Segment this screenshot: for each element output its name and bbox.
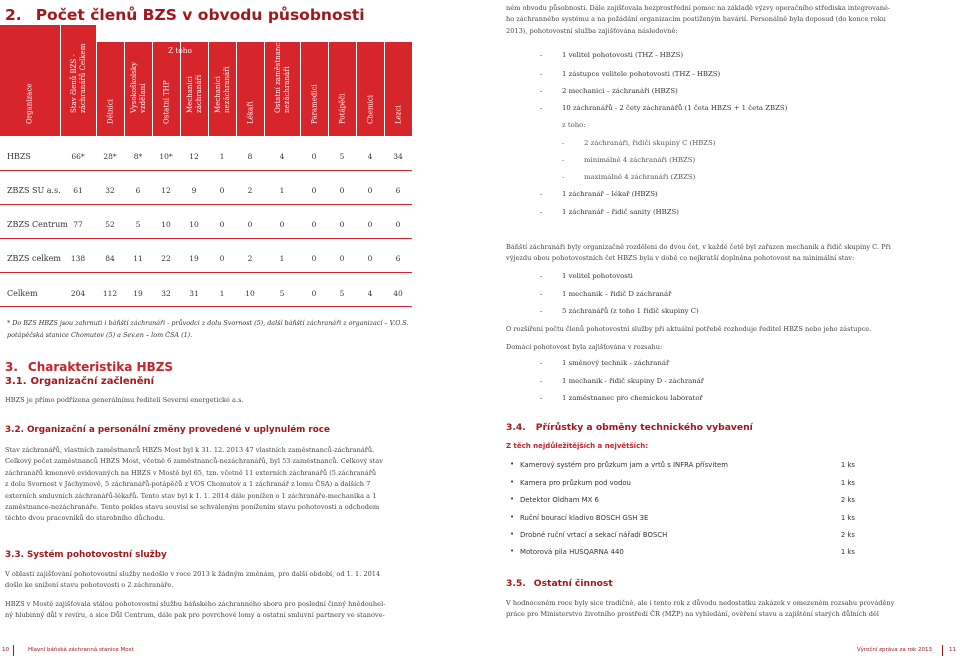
list-item: - 2 mechanici – záchranáři (HBZS) — [540, 87, 678, 95]
page-number-right: 11 — [949, 647, 956, 653]
list-subitem: - maximálně 4 záchranáři (ZBZS) — [562, 173, 696, 181]
list-item: - 1 záchranář – lékař (HBZS) — [540, 190, 658, 198]
list-item: - 5 záchranářů (z toho 1 řidič skupiny C) — [540, 307, 699, 315]
col-header-chemici: Chemici — [356, 42, 384, 136]
section34-heading: 3.4. Přírůstky a obměny technického vybavení — [506, 422, 753, 433]
heading-number: 2. — [5, 6, 22, 24]
list-subitem: - 2 záchranáři, řidiči skupiny C (HBZS) — [562, 139, 716, 147]
paragraph-rozsireni: O rozšíření počtu členů pohotovostní služby při aktuální potřebě rozhoduje ředitel HBZS nebo jeho zástupce. — [506, 325, 872, 333]
right-column: ném obvodu působnosti. Dále zajišťovala bezprostřední pomoc na základě výzvy operačního střediska integrované- ho záchranného systému a na požádání organizacím postiženým havárií. Personálně byla doposud (do konce roku 2013), pohotovostní služba zajišťována následovně: - 1 velitel pohotovosti (THZ - HBZS) - 1 zástupce velitele pohotovosti (THZ - HBZS) - 2 mechanici – záchranáři (HBZS) - 10 záchranářů - 2 čety záchranářů (1 četa HBZS + 1 četa ZBZS) z toho: - 2 záchranáři, řidiči skupiny C (HBZS) - minimálně 4 záchranáři (HBZS) - maximálně 4 záchranáři (ZBZS) - 1 záchranář – lékař (HBZS) - 1 záchranář – řidič sanity (HBZS) Báňští záchranáři byly organizačně rozděleni do dvou čet, v každé četě byl zařazen mechanik a řidič skupiny C. Při výjezdu obou pohotovostních čet HBZS byla v době co nejkratší doplněna pohotovost na minimální stav: - 1 velitel pohotovosti - 1 mechanik – řidič D záchranář - 5 záchranářů (z toho 1 řidič skupiny C) O rozšíření počtu členů pohotovostní služby při aktuální potřebě rozhoduje ředitel HBZS nebo jeho zástupce. Domácí pohotovost byla zajišťována v rozsahu: - 1 směnový technik - záchranář - 1 mechanik - řidič skupiny D - záchranář - 1 zaměstnanec pro chemickou laboratoř 3.4. Přírůstky a obměny technického vybavení Z těch nejdůležitějších a největších: • Kamerový systém pro průzkum jam a vrtů s INFRA přísvitem 1 ks • Kamera pro průzkum pod vodou 1 ks • Detektor Oldham MX 6 2 ks • Ruční bourací kladivo BOSCH GSH 3E 1 ks • Drobné ruční vrtací a sekací nářadí BOSCH 2 ks • Motorová pila HUSQARNA 440 1 ks 3.5. Ostatní činnost V hodnoceném roce byly sice tradičně, ale i tento rok z důvodu nedostatku zakázek v omezeném rozsahu prováděny práce pro Ministerstvo životního prostředí ČR (MŽP) na vyhledání, ověření stavu a zajištění starých důlních děl — [506, 0, 960, 658]
paragraph-domaci: Domácí pohotovost byla zajišťována v rozsahu: — [506, 343, 663, 351]
col-header-mechanici-zachranari: Mechanici záchranáři — [180, 42, 208, 136]
col-header-mechanici-nezachranari: Mechanici nezáchranáři — [208, 42, 236, 136]
section32-text: Stav záchranářů, vlastních zaměstnanců HBZS Most byl k 31. 12. 2013 47 vlastních zaměstnanců-záchranářů. Celkový počet zaměstnanců HBZS Most, včetně 6 zaměstnanců-nezáchranářů, byl 53 zaměstnanců. Celkový stav záchranářů kmenově evidovaných na HBZS v Mostě byl 65, tzn. včetně 11 externích záchranářů (5 záchranářů z dolu Svornost v Jáchymově, 5 záchranářů-potápěčů z VOS Chomutov a 1 záchranář z lomu ČSA) a dalších 7 externích smluvních záchranářů-lékařů. Tento stav byl k 1. 1. 2014 dále ponížen o 1 záchranáře-mechanika a 1 zaměstnance-nezáchranáře. Tento pokles stavu souvisí se schváleným ponížením stavu pohotovosti a odchodem těchto dvou pracovníků do starobního důchodu. — [5, 446, 383, 523]
section35-text: V hodnoceném roce byly sice tradičně, ale i tento rok z důvodu nedostatku zakázek v omezeném rozsahu prováděny práce pro Ministerstvo životního prostředí ČR (MŽP) na vyhledání, ověření stavu a zajištění starých důlních děl — [506, 599, 895, 619]
section31-heading: 3.1. Organizační začlenění — [5, 376, 155, 387]
row-divider — [0, 306, 412, 307]
footer-left — [0, 643, 490, 658]
footer-title-right: Výroční zpráva za rok 2013 — [857, 647, 932, 653]
col-header-delnici: Dělníci — [96, 42, 124, 136]
group-header-specializace: Z toho některé specializace — [273, 29, 375, 38]
col-header-paramedici: Paramedici — [300, 42, 328, 136]
list-item: - 1 směnový technik - záchranář — [540, 359, 670, 367]
footer-right — [490, 643, 960, 658]
row-divider — [0, 170, 412, 171]
section32-heading: 3.2. Organizační a personální změny provedené v uplynulém roce — [5, 425, 330, 435]
list-item: - 1 zaměstnanec pro chemickou laboratoř — [540, 394, 703, 402]
list-item: - 1 velitel pohotovosti — [540, 272, 633, 280]
list-item: - 1 velitel pohotovosti (THZ - HBZS) — [540, 51, 684, 59]
section35-heading: 3.5. Ostatní činnost — [506, 578, 613, 589]
section31-text: HBZS je přímo podřízena generálnímu řediteli Severní energetické a.s. — [5, 396, 244, 404]
col-header-lekari: Lékaři — [236, 42, 264, 136]
page-number-left: 10 — [2, 647, 9, 653]
list-item: - 1 mechanik - řidič skupiny D - záchranář — [540, 377, 705, 385]
z-toho-label: z toho: — [562, 121, 586, 129]
col-header-ostatni-zamestnanci: Ostatní zaměstnanci nezáchranáři — [264, 42, 300, 136]
list-item: - 1 záchranář – řidič sanity (HBZS) — [540, 208, 679, 216]
footer-divider — [942, 645, 943, 656]
list-item: - 1 zástupce velitele pohotovosti (THZ - HBZS) — [540, 70, 721, 78]
list-item: - 10 záchranářů - 2 čety záchranářů (1 četa HBZS + 1 četa ZBZS) — [540, 104, 788, 112]
col-header-vysokoskolsky: Vysokoškolsky vzdělaní — [124, 42, 152, 136]
row-divider — [0, 238, 412, 239]
paragraph-cety: Báňští záchranáři byly organizačně rozděleni do dvou čet, v každé četě byl zařazen mechanik a řidič skupiny C. Při výjezdu obou pohotovostních čet HBZS byla v době co nejkratší doplněna pohotovost na minimální stav: — [506, 243, 891, 263]
list-item: - 1 mechanik – řidič D záchranář — [540, 290, 672, 298]
table-footnote: * Do BZS HBZS jsou zahrnuti i báňští záchranáři - průvodci z dolu Svornost (5), další báňští záchranáři z organizací – V.O.S. potápěčská stanice Chomutov (5) a Sev.en – lom ČSA (1). — [7, 319, 409, 339]
section3-heading: 3. Charakteristika HBZS — [5, 360, 174, 374]
col-header-potapeci: Potápěči — [328, 42, 356, 136]
left-column: 2. Počet členů BZS v obvodu působnosti Organizace Stav členů BZS - záchranářů Celkem Dělníci Vysokoškolsky vzdělaní Ostatní THP Mechanici záchranáři Mechanici nezáchranáři Lékaři Ostatní zaměstnanci nezáchranáři Paramedici Potápěči Chemici Lezci Z toho Z toho některé specializace HBZS 66* 28* 8* 10* 12 1 8 4 0 5 4 34 ZBZS SU a.s. 61 32 6 12 9 0 2 1 0 0 0 6 ZBZS Centrum 77 52 5 10 10 0 0 0 0 0 0 0 ZBZS celkem 138 84 11 22 19 0 2 1 0 0 0 6 Celkem 204 112 19 32 31 1 10 5 0 5 4 40 * Do BZS HBZS jsou zahrnuti i báňští záchranáři - průvodci z dolu Svornost (5), další báňští záchranáři z organizací – V.O.S. potápěčská stanice Chomutov (5) a Sev.en – lom ČSA (1). 3. Charakteristika HBZS 3.1. Organizační začlenění HBZS je přímo podřízena generálnímu řediteli Severní energetické a.s. 3.2. Organizační a personální změny provedené v uplynulém roce Stav záchranářů, vlastních zaměstnanců HBZS Most byl k 31. 12. 2013 47 vlastních zaměstnanců-záchranářů. Celkový počet zaměstnanců HBZS Most, včetně 6 zaměstnanců-nezáchranářů, byl 53 zaměstnanců. Celkový stav záchranářů kmenově evidovaných na HBZS v Mostě byl 65, tzn. včetně 11 externích záchranářů (5 záchranářů z dolu Svornost v Jáchymově, 5 záchranářů-potápěčů z VOS Chomutov a 1 záchranář z lomu ČSA) a dalších 7 externích smluvních záchranářů-lékařů. Tento stav byl k 1. 1. 2014 dále ponížen o 1 záchranáře-mechanika a 1 zaměstnance-nezáchranáře. Tento pokles stavu souvisí se schváleným ponížením stavu pohotovosti a odchodem těchto dvou pracovníků do starobního důchodu. 3.3. Systém pohotovostní služby V oblasti zajišťování pohotovostní služby nedošlo v roce 2013 k žádným změnám, pro další období, od 1. 1. 2014 došlo ke snížení stavu pohotovosti o 2 záchranáře. HBZS v Mostě zajišťovala stálou pohotovostní službu báňského záchranného sboru pro poslední činný hnědouhel- ný hlubinný důl v revíru, a sice Důl Centrum, dále pak pro povrchové lomy a ostatní smluvní partnery ve stanove- — [0, 0, 490, 658]
heading-title: Počet členů BZS v obvodu působnosti — [35, 6, 365, 24]
page-heading — [5, 5, 365, 24]
group-header-z-toho: Z toho — [168, 45, 192, 55]
section33-heading: 3.3. Systém pohotovostní služby — [5, 550, 167, 560]
col-header-ostatni-thp: Ostatní THP — [152, 42, 180, 136]
section34-subtitle: Z těch nejdůležitějších a největších: — [506, 442, 648, 450]
row-divider — [0, 204, 412, 205]
col-header-lezci: Lezci — [384, 42, 412, 136]
intro-text: ném obvodu působnosti. Dále zajišťovala bezprostřední pomoc na základě výzvy operačního střediska integrované- ho záchranného systému a na požádání organizacím postiženým havárií. Personálně byla doposud (do konce roku 2013), pohotovostní služba zajišťována následovně: — [506, 4, 891, 35]
list-subitem: - minimálně 4 záchranáři (HBZS) — [562, 156, 696, 164]
footer-title-left: Hlavní báňská záchranná stanice Most — [28, 647, 134, 653]
section33-text: V oblasti zajišťování pohotovostní služby nedošlo v roce 2013 k žádným změnám, pro další období, od 1. 1. 2014 došlo ke snížení stavu pohotovosti o 2 záchranáře. HBZS v Mostě zajišťovala stálou pohotovostní službu báňského záchranného sboru pro poslední činný hnědouhel- ný hlubinný důl v revíru, a sice Důl Centrum, dále pak pro povrchové lomy a ostatní smluvní partnery ve stanove- — [5, 570, 386, 620]
col-header-stav: Stav členů BZS - záchranářů Celkem — [60, 25, 96, 136]
col-header-organizace: Organizace — [0, 25, 60, 136]
row-divider — [0, 272, 412, 273]
footer-divider — [13, 645, 14, 656]
